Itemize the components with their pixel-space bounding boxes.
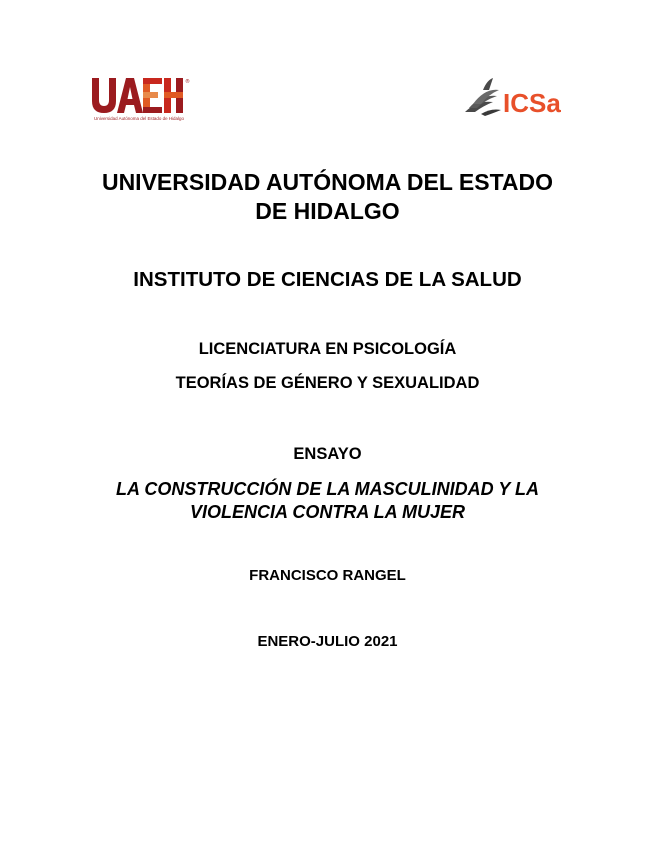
uaeh-logo-icon [90, 74, 194, 124]
university-line-2: DE HIDALGO [255, 198, 400, 224]
icsa-logo [463, 76, 567, 120]
course-name: TEORÍAS DE GÉNERO Y SEXUALIDAD [175, 374, 480, 392]
uaeh-caption: Universidad Autónoma del Estado de Hidalgo [94, 116, 185, 121]
degree-name: LICENCIATURA EN PSICOLOGÍA [198, 340, 457, 358]
academic-period: ENERO-JULIO 2021 [257, 633, 398, 650]
svg-text:®: ® [185, 79, 190, 85]
institute-name: INSTITUTO DE CIENCIAS DE LA SALUD [133, 268, 522, 291]
university-line-1: UNIVERSIDAD AUTÓNOMA DEL ESTADO [101, 169, 554, 195]
essay-title-line-1: LA CONSTRUCCIÓN DE LA MASCULINIDAD Y LA [116, 479, 539, 499]
author-name: FRANCISCO RANGEL [249, 567, 406, 584]
essay-title [0, 478, 655, 524]
uaeh-logo [90, 74, 194, 124]
essay-title-line-2: VIOLENCIA CONTRA LA MUJER [189, 502, 465, 522]
document-type: ENSAYO [293, 445, 362, 463]
icsa-emblem-icon [463, 76, 567, 120]
university-name [0, 168, 655, 226]
icsa-logo-text: ICSa [503, 88, 561, 118]
